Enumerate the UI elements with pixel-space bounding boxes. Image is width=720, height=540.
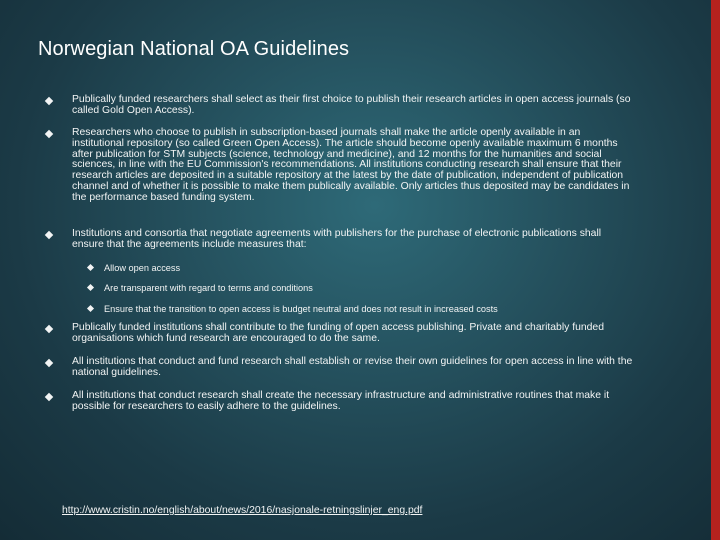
diamond-bullet-icon bbox=[45, 359, 53, 367]
diamond-bullet-icon bbox=[45, 130, 53, 138]
bullet-text: Researchers who choose to publish in subscription-based journals shall make the article openly available in an institutional repository (so called Green Open Access). The article should become openly available maximum 6 months after publication for STM subjects (science, technology and medicine), and 12 months for the humanities and social sciences, in line with the EU Commission's recommendations. All institutions conducting research shall ensure that their research articles are deposited in a suitable repository at the latest by the date of publication, independent of publication channel and of whether it is possible to make them publically available. Only articles thus deposited may be candidates in the performance based funding system. bbox=[72, 127, 630, 203]
source-link[interactable]: http://www.cristin.no/english/about/news/2016/nasjonale-retningslinjer_eng.pdf bbox=[62, 505, 423, 516]
diamond-bullet-icon bbox=[87, 305, 94, 312]
sub-bullet-text: Allow open access bbox=[104, 263, 181, 273]
bullet-text: All institutions that conduct and fund research shall establish or revise their own guidelines for open access in line with the national guidelines. bbox=[72, 356, 633, 378]
diamond-bullet-icon bbox=[87, 264, 94, 271]
diamond-bullet-icon bbox=[45, 97, 53, 105]
bullet-text: All institutions that conduct research shall create the necessary infrastructure and administrative routines that make it possible for researchers to easily adhere to the guidelines. bbox=[72, 390, 610, 412]
slide-title: Norwegian National OA Guidelines bbox=[38, 38, 350, 60]
accent-bar bbox=[711, 0, 720, 540]
bullet-text: Publically funded researchers shall select as their first choice to publish their research articles in open access journals (so called Gold Open Access). bbox=[72, 94, 631, 116]
diamond-bullet-icon bbox=[45, 393, 53, 401]
bullet-text: Institutions and consortia that negotiate agreements with publishers for the purchase of electronic publications shall ensure that the agreements include measures that: bbox=[72, 228, 602, 250]
sub-bullet-text: Are transparent with regard to terms and conditions bbox=[104, 283, 313, 293]
diamond-bullet-icon bbox=[45, 231, 53, 239]
sub-bullet-text: Ensure that the transition to open access is budget neutral and does not result in increased costs bbox=[104, 304, 498, 314]
bullet-text: Publically funded institutions shall contribute to the funding of open access publishing. Private and charitably funded organisations which fund research are encouraged to do the same. bbox=[72, 322, 604, 344]
diamond-bullet-icon bbox=[45, 325, 53, 333]
diamond-bullet-icon bbox=[87, 284, 94, 291]
